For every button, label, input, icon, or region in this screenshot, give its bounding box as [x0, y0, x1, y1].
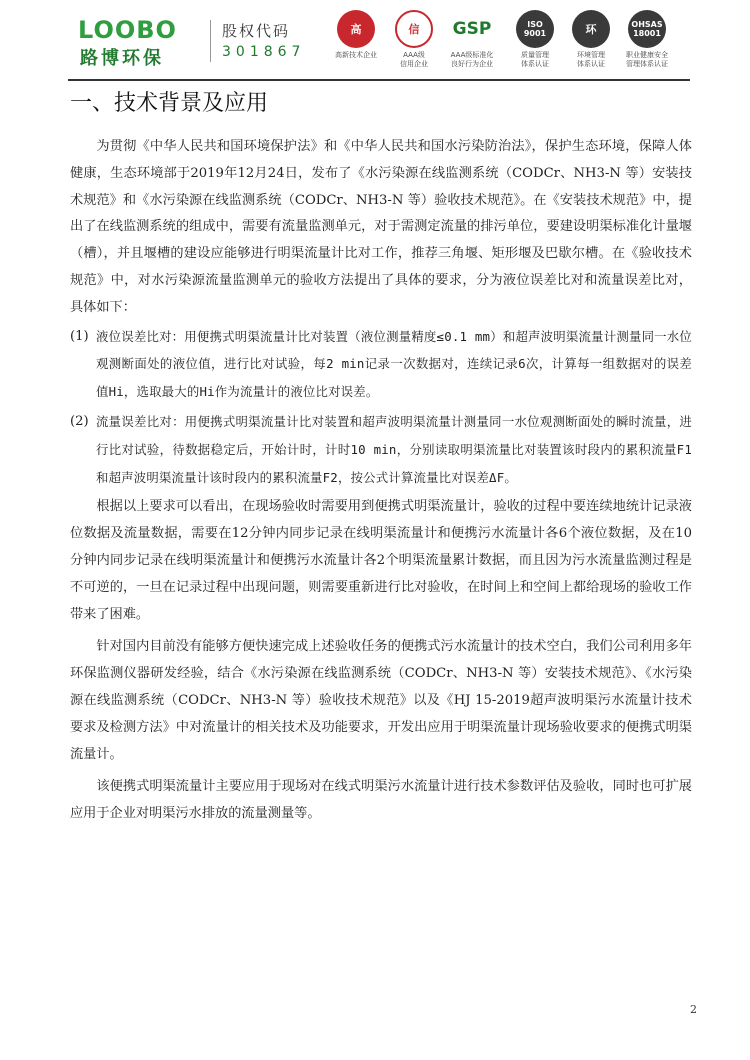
iso9001-badge-icon: ISO 9001	[516, 10, 554, 48]
paragraph-requirements: 根据以上要求可以看出，在现场验收时需要用到便携式明渠流量计，验收的过程中要连续地统计记录液位数据及流量数据，需要在12分钟内同步记录在线明渠流量计和便携污水流量计各6个液位数据，及在10分钟内同步记录在线明渠流量计和便携污水流量计各2个明渠流量累计数据，而且因为污水流量监测过程是不可逆的，一旦在记录过程中出现问题，则需要重新进行比对验收，在时间上和空间上都给现场的验收工作带来了困难。	[70, 499, 692, 622]
cert-ohsas18001	[618, 10, 676, 69]
document-body	[70, 134, 692, 828]
cert-iso9001	[506, 10, 564, 69]
cert-caption: AAA级 信用企业	[400, 51, 428, 68]
list-text: 液位误差比对：用便携式明渠流量计比对装置（液位测量精度≤0.1 mm）和超声波明渠流量计测量同一水位观测断面处的液位值，进行比对试验，每2 min记录一次数据对，连续记录6次，计算每一组数据对的误差值Hi，选取最大的Hi作为流量计的液位比对误差。	[96, 328, 692, 400]
logo-chinese-name: 路博环保	[80, 48, 164, 69]
cert-credit	[385, 10, 443, 69]
list-item	[70, 324, 692, 407]
list-item	[70, 409, 692, 492]
header-rule	[68, 79, 690, 81]
page-number: 2	[690, 1003, 697, 1016]
cert-caption: 高新技术企业	[335, 51, 377, 59]
list-number: (1)	[70, 328, 89, 344]
list-number: (2)	[70, 413, 89, 429]
paragraph-development: 针对国内目前没有能够方便快速完成上述验收任务的便携式污水流量计的技术空白，我们公司利用多年环保监测仪器研发经验，结合《水污染源在线监测系统（CODCr、NH3-N 等）安装技术规范》、《水污染源在线监测系统（CODCr、NH3-N 等）验收技术规范》以及《HJ 15-2019超声波明渠污水流量计技术要求及检测方法》中对流量计的相关技术及功能要求，开发出应用于明渠流量计现场验收要求的便携式明渠流量计。	[70, 639, 692, 762]
cert-gsp	[443, 10, 501, 69]
stock-label: 股权代码	[222, 22, 291, 40]
credit-badge-icon: 信	[395, 10, 433, 48]
gsp-badge-icon: GSP	[447, 10, 497, 48]
ohsas18001-badge-icon: OHSAS 18001	[628, 10, 666, 48]
cert-environment	[562, 10, 620, 69]
cert-caption: 质量管理 体系认证	[521, 51, 549, 68]
stock-info	[222, 20, 305, 60]
cert-high-tech	[327, 10, 385, 60]
high-tech-enterprise-badge-icon: 高	[337, 10, 375, 48]
cert-caption: 环境管理 体系认证	[577, 51, 605, 68]
cert-caption: AAA级标准化 良好行为企业	[450, 51, 494, 68]
header-divider	[210, 20, 211, 62]
environment-badge-icon: 环	[572, 10, 610, 48]
list-text: 流量误差比对：用便携式明渠流量计比对装置和超声波明渠流量计测量同一水位观测断面处的瞬时流量，进行比对试验，待数据稳定后，开始计时，计时10 min，分别读取明渠流量比对装置该时段内的累积流量F1 和超声波明渠流量计该时段内的累积流量F2，按公式计算流量比对误差ΔF。	[96, 413, 692, 485]
company-logo	[78, 16, 208, 69]
cert-caption: 职业健康安全 管理体系认证	[626, 51, 668, 68]
paragraph-application: 该便携式明渠流量计主要应用于现场对在线式明渠污水流量计进行技术参数评估及验收，同时也可扩展应用于企业对明渠污水排放的流量测量等。	[70, 779, 692, 822]
page-header	[0, 0, 750, 80]
logo-wordmark: LOOBO	[78, 16, 177, 44]
stock-code: 301867	[222, 44, 306, 60]
paragraph-background: 为贯彻《中华人民共和国环境保护法》和《中华人民共和国水污染防治法》，保护生态环境，保障人体健康，生态环境部于2019年12月24日，发布了《水污染源在线监测系统（CODCr、NH3-N 等）安装技术规范》和《水污染源在线监测系统（CODCr、NH3-N 等）验收技术规范》。在《安装技术规范》中，提出了在线监测系统的组成中，需要有流量监测单元，对于需测定流量的排污单位，要建设明渠标准化计量堰（槽），并且堰槽的建设应能够进行明渠流量计比对工作，推荐三角堰、矩形堰及巴歇尔槽。在《验收技术规范》中，对水污染源流量监测单元的验收方法提出了具体的要求，分为液位误差比对和流量误差比对， 具体如下：	[70, 139, 692, 315]
section-title: 一、技术背景及应用	[70, 91, 269, 116]
